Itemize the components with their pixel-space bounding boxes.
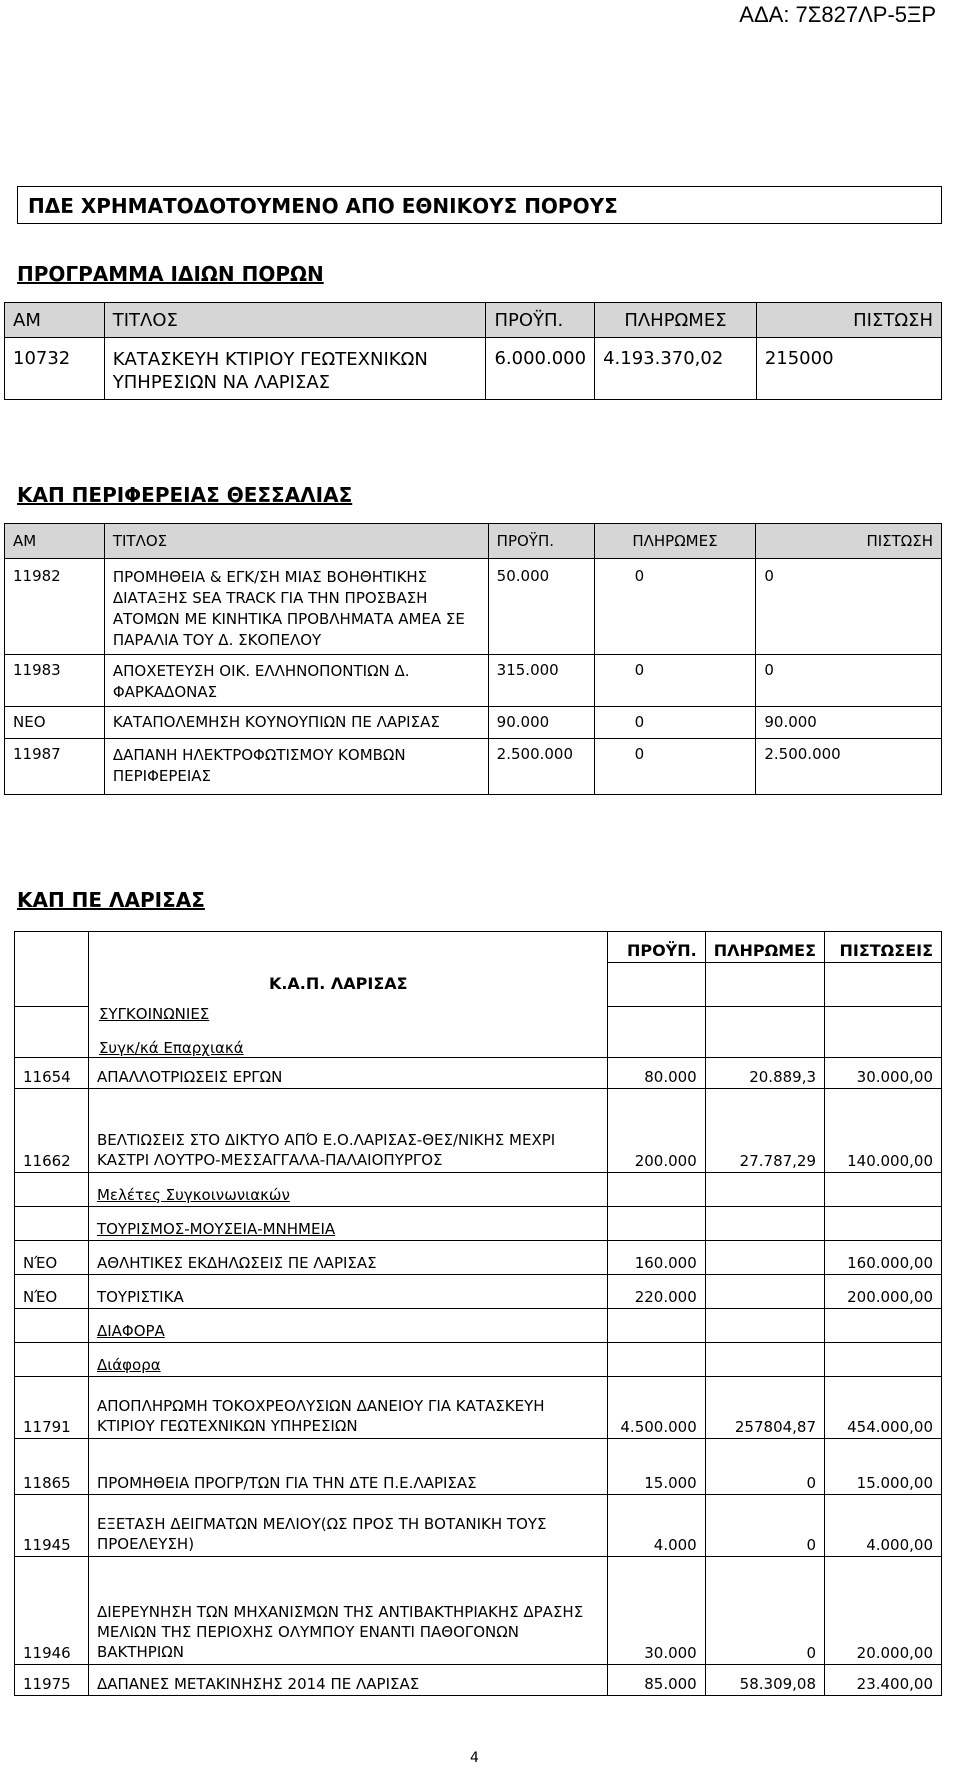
row-budget: 30.000 (607, 1557, 705, 1665)
row-budget: 15.000 (607, 1439, 705, 1495)
row-credit: 200.000,00 (825, 1275, 942, 1309)
row-title: ΠΡΟΜΗΘΕΙΑ ΠΡΟΓΡ/ΤΩΝ ΓΙΑ ΤΗΝ ΔΤΕ Π.Ε.ΛΑΡΙΣΑΣ (88, 1439, 607, 1495)
table-row (15, 1058, 942, 1089)
col-credits: ΠΙΣΤΩΣΕΙΣ (825, 932, 942, 963)
col-title: ΤΙΤΛΟΣ (104, 524, 488, 559)
row-title: ΚΑΤΑΣΚΕΥΗ ΚΤΙΡΙΟΥ ΓΕΩΤΕΧΝΙΚΩΝ ΥΠΗΡΕΣΙΩΝ ΝΑ ΛΑΡΙΣΑΣ (104, 338, 486, 400)
row-credit: 2.500.000 (756, 739, 942, 795)
row-am: ΝΈΟ (15, 1241, 89, 1275)
table-row (15, 1377, 942, 1439)
row-budget: 50.000 (488, 559, 594, 655)
row-budget: 6.000.000 (486, 338, 595, 400)
row-title: ΚΑΤΑΠΟΛΕΜΗΣΗ ΚΟΥΝΟΥΠΙΩΝ ΠΕ ΛΑΡΙΣΑΣ (104, 707, 488, 739)
row-budget: 220.000 (607, 1275, 705, 1309)
table-row (5, 655, 942, 707)
col-am: ΑΜ (5, 303, 105, 338)
row-am: 11983 (5, 655, 105, 707)
row-title: ΤΟΥΡΙΣΤΙΚΑ (88, 1275, 607, 1309)
category-tourism: ΤΟΥΡΙΣΜΟΣ-ΜΟΥΣΕΙΑ-ΜΝΗΜΕΙΑ (88, 1207, 607, 1241)
section2-title: ΚΑΠ ΠΕΡΙΦΕΡΕΙΑΣ ΘΕΣΣΑΛΙΑΣ (17, 483, 353, 507)
row-title: ΔΑΠΑΝΗ ΗΛΕΚΤΡΟΦΩΤΙΣΜΟΥ ΚΟΜΒΩΝ ΠΕΡΙΦΕΡΕΙΑΣ (104, 739, 488, 795)
col-credit: ΠΙΣΤΩΣΗ (756, 303, 941, 338)
row-credit: 15.000,00 (825, 1439, 942, 1495)
ada-code: ΑΔΑ: 7Σ827ΛΡ-5ΞΡ (739, 2, 936, 27)
col-payments: ΠΛΗΡΩΜΕΣ (595, 303, 757, 338)
row-budget: 4.000 (607, 1495, 705, 1557)
row-credit: 0 (756, 655, 942, 707)
row-credit: 23.400,00 (825, 1665, 942, 1696)
row-payments: 257804,87 (705, 1377, 824, 1439)
col-budget: ΠΡΟΫΠ. (607, 932, 705, 963)
row-title: ΑΠΟΧΕΤΕΥΣΗ ΟΙΚ. ΕΛΛΗΝΟΠΟΝΤΙΩΝ Δ. ΦΑΡΚΑΔΟΝΑΣ (104, 655, 488, 707)
row-budget: 4.500.000 (607, 1377, 705, 1439)
row-payments (705, 1241, 824, 1275)
header-row (15, 932, 942, 963)
row-am: ΝΕΟ (5, 707, 105, 739)
row-title: ΒΕΛΤΙΩΣΕΙΣ ΣΤΟ ΔΙΚΤΥΟ ΑΠΌ Ε.Ο.ΛΑΡΙΣΑΣ-ΘΕΣ/ΝΙΚΗΣ ΜΕΧΡΙ ΚΑΣΤΡΙ ΛΟΥΤΡΟ-ΜΕΣΣΑΓΓΑΛΑ-ΠΑΛΑΙΟΠΥΡΓΟΣ (88, 1089, 607, 1173)
row-am: 11791 (15, 1377, 89, 1439)
row-payments: 0 (705, 1495, 824, 1557)
row-am: 11987 (5, 739, 105, 795)
row-am: 10732 (5, 338, 105, 400)
kap-cell (88, 932, 607, 1058)
section1-header-row (5, 303, 942, 338)
table-row (5, 707, 942, 739)
category-transport-sub: Συγκ/κά Επαρχιακά (98, 1039, 244, 1057)
col-am: ΑΜ (5, 524, 105, 559)
row-payments: 20.889,3 (705, 1058, 824, 1089)
row-payments: 0 (594, 739, 756, 795)
row-am: 11945 (15, 1495, 89, 1557)
row-credit: 160.000,00 (825, 1241, 942, 1275)
section2-table (4, 523, 942, 795)
row-budget: 2.500.000 (488, 739, 594, 795)
row-payments: 0 (705, 1439, 824, 1495)
table-row (15, 1665, 942, 1696)
col-budget: ΠΡΟΫΠ. (488, 524, 594, 559)
row-budget: 315.000 (488, 655, 594, 707)
table-row (15, 1439, 942, 1495)
category-misc-sub: Διάφορα (88, 1343, 607, 1377)
row-am: 11975 (15, 1665, 89, 1696)
table-row (15, 1089, 942, 1173)
row-credit: 4.000,00 (825, 1495, 942, 1557)
row-credit: 454.000,00 (825, 1377, 942, 1439)
row-payments: 4.193.370,02 (595, 338, 757, 400)
col-credit: ΠΙΣΤΩΣΗ (756, 524, 942, 559)
row-payments: 0 (594, 559, 756, 655)
table-row (5, 739, 942, 795)
row-credit: 30.000,00 (825, 1058, 942, 1089)
category-transport: ΣΥΓΚΟΙΝΩΝΙΕΣ (98, 1005, 210, 1023)
page-number: 4 (470, 1750, 479, 1766)
row-payments: 0 (594, 655, 756, 707)
table-row (5, 338, 942, 400)
row-payments: 0 (705, 1557, 824, 1665)
category-studies: Μελέτες Συγκοινωνιακών (88, 1173, 607, 1207)
col-payments: ΠΛΗΡΩΜΕΣ (705, 932, 824, 963)
row-am: 11662 (15, 1089, 89, 1173)
row-am: ΝΈΟ (15, 1275, 89, 1309)
row-title: ΔΑΠΑΝΕΣ ΜΕΤΑΚΙΝΗΣΗΣ 2014 ΠΕ ΛΑΡΙΣΑΣ (88, 1665, 607, 1696)
row-budget: 90.000 (488, 707, 594, 739)
table-row (15, 1241, 942, 1275)
section1-table (4, 302, 942, 400)
col-budget: ΠΡΟΫΠ. (486, 303, 595, 338)
row-credit: 90.000 (756, 707, 942, 739)
row-credit: 0 (756, 559, 942, 655)
row-title: ΕΞΕΤΑΣΗ ΔΕΙΓΜΑΤΩΝ ΜΕΛΙΟΥ(ΩΣ ΠΡΟΣ ΤΗ ΒΟΤΑΝΙΚΗ ΤΟΥΣ ΠΡΟΕΛΕΥΣΗ) (88, 1495, 607, 1557)
row-title: ΠΡΟΜΗΘΕΙΑ & ΕΓΚ/ΣΗ ΜΙΑΣ ΒΟΗΘΗΤΙΚΗΣ ΔΙΑΤΑΞΗΣ SEA TRACK ΓΙΑ ΤΗΝ ΠΡΟΣΒΑΣΗ ΑΤΟΜΩΝ ΜΕ ΚΙΝΗΤΙΚΑ ΠΡΟΒΛΗΜΑΤΑ ΑΜΕΑ ΣΕ ΠΑΡΑΛΙΑ ΤΟΥ Δ. ΣΚΟΠΕΛΟΥ (104, 559, 488, 655)
col-payments: ΠΛΗΡΩΜΕΣ (594, 524, 756, 559)
row-title: ΑΠΟΠΛΗΡΩΜΗ ΤΟΚΟΧΡΕΟΛΥΣΙΩΝ ΔΑΝΕΙΟΥ ΓΙΑ ΚΑΤΑΣΚΕΥΗ ΚΤΙΡΙΟΥ ΓΕΩΤΕΧΝΙΚΩΝ ΥΠΗΡΕΣΙΩΝ (88, 1377, 607, 1439)
row-title: ΔΙΕΡΕΥΝΗΣΗ ΤΩΝ ΜΗΧΑΝΙΣΜΩΝ ΤΗΣ ΑΝΤΙΒΑΚΤΗΡΙΑΚΗΣ ΔΡΑΣΗΣ ΜΕΛΙΩΝ ΤΗΣ ΠΕΡΙΟΧΗΣ ΟΛΥΜΠΟΥ ΕΝΑΝΤΙ ΠΑΘΟΓΟΝΩΝ ΒΑΚΤΗΡΙΩΝ (88, 1557, 607, 1665)
kap-label: Κ.Α.Π. ΛΑΡΙΣΑΣ (268, 974, 408, 993)
boxed-title: ΠΔΕ ΧΡΗΜΑΤΟΔΟΤΟΥΜΕΝΟ ΑΠΟ ΕΘΝΙΚΟΥΣ ΠΟΡΟΥΣ (17, 186, 942, 224)
row-credit: 140.000,00 (825, 1089, 942, 1173)
row-payments: 58.309,08 (705, 1665, 824, 1696)
row-am: 11865 (15, 1439, 89, 1495)
row-budget: 85.000 (607, 1665, 705, 1696)
row-budget: 160.000 (607, 1241, 705, 1275)
section2-header-row (5, 524, 942, 559)
table-row (5, 559, 942, 655)
row-am: 11654 (15, 1058, 89, 1089)
section3-title: ΚΑΠ ΠΕ ΛΑΡΙΣΑΣ (17, 888, 205, 912)
row-credit: 20.000,00 (825, 1557, 942, 1665)
table-row (15, 1495, 942, 1557)
row-budget: 80.000 (607, 1058, 705, 1089)
row-payments: 27.787,29 (705, 1089, 824, 1173)
row-title: ΑΠΑΛΛΟΤΡΙΩΣΕΙΣ ΕΡΓΩΝ (88, 1058, 607, 1089)
row-budget: 200.000 (607, 1089, 705, 1173)
row-title: ΑΘΛΗΤΙΚΕΣ ΕΚΔΗΛΩΣΕΙΣ ΠΕ ΛΑΡΙΣΑΣ (88, 1241, 607, 1275)
table-row (15, 1275, 942, 1309)
row-am: 11982 (5, 559, 105, 655)
col-title: ΤΙΤΛΟΣ (104, 303, 486, 338)
category-misc: ΔΙΑΦΟΡΑ (88, 1309, 607, 1343)
table-row (15, 1557, 942, 1665)
section3-table (14, 931, 942, 1696)
row-am: 11946 (15, 1557, 89, 1665)
row-payments (705, 1275, 824, 1309)
empty-cell (15, 932, 89, 1007)
row-payments: 0 (594, 707, 756, 739)
row-credit: 215000 (756, 338, 941, 400)
section1-title: ΠΡΟΓΡΑΜΜΑ ΙΔΙΩΝ ΠΟΡΩΝ (17, 262, 324, 286)
